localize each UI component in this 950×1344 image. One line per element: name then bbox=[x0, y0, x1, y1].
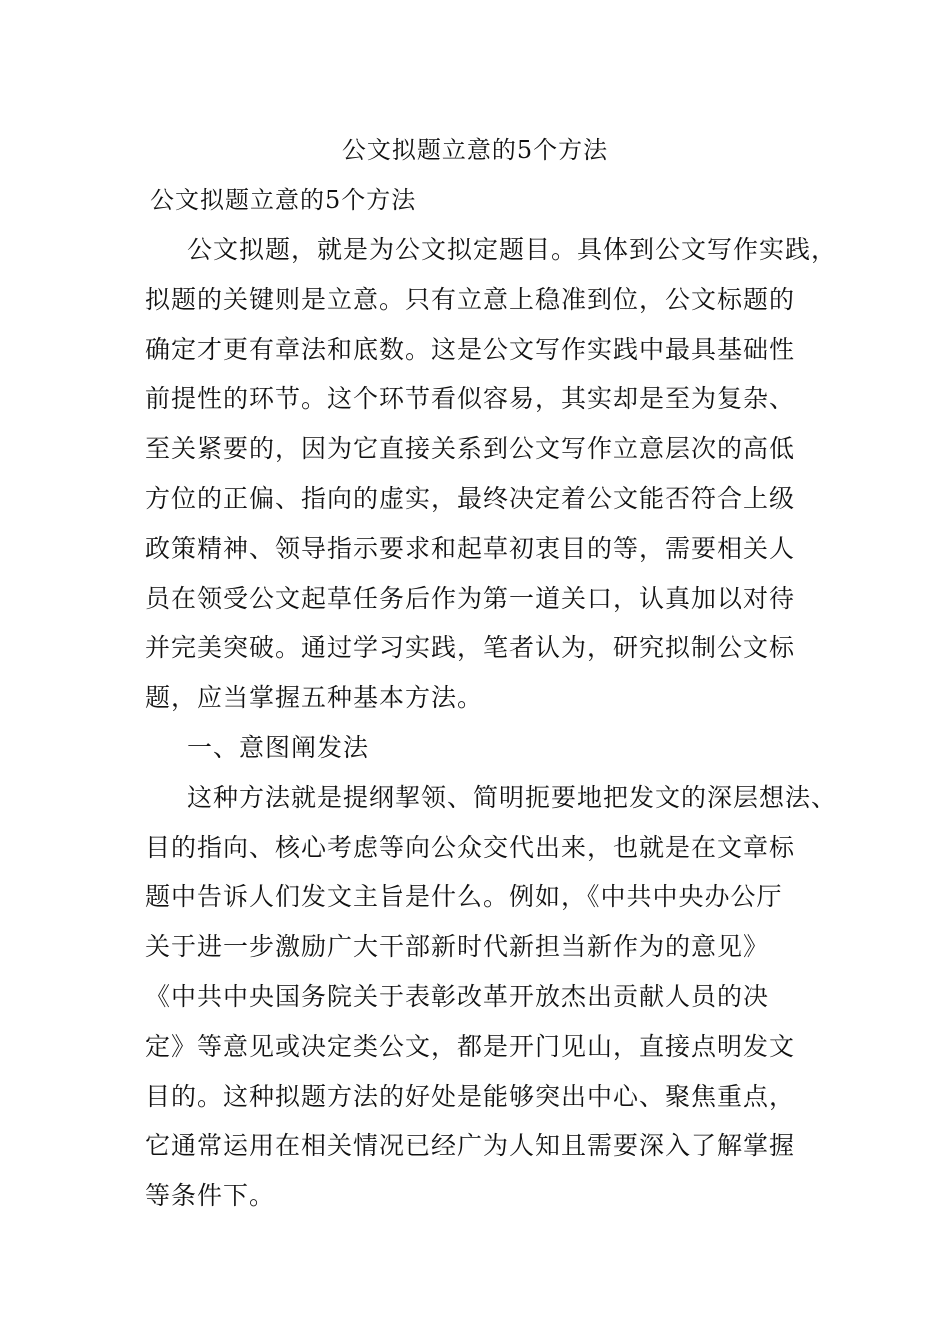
document-body bbox=[145, 230, 838, 1226]
text-line: 公文拟题，就是为公文拟定题目。具体到公文写作实践， bbox=[187, 235, 838, 264]
text-line: 题中告诉人们发文主旨是什么。例如，《中共中央办公厅 bbox=[145, 882, 783, 912]
text-line: 并完美突破。通过学习实践，笔者认为，研究拟制公文标 bbox=[145, 633, 796, 663]
text-line: 方位的正偏、指向的虚实，最终决定着公文能否符合上级 bbox=[145, 483, 796, 513]
document-title: 公文拟题立意的5个方法 bbox=[341, 136, 609, 164]
text-line: 《中共中央国务院关于表彰改革开放杰出贡献人员的决 bbox=[145, 981, 770, 1011]
text-line: 等条件下。 bbox=[145, 1181, 276, 1211]
text-line: 确定才更有章法和底数。这是公文写作实践中最具基础性 bbox=[145, 334, 796, 364]
text-line: 关于进一步激励广大干部新时代新担当新作为的意见》 bbox=[145, 932, 770, 962]
section-heading: 一、意图阐发法 bbox=[187, 732, 370, 762]
text-line: 目的。这种拟题方法的好处是能够突出中心、聚焦重点， bbox=[145, 1081, 796, 1111]
text-line: 政策精神、领导指示要求和起草初衷目的等，需要相关人 bbox=[145, 533, 796, 563]
text-line: 定》等意见或决定类公文，都是开门见山，直接点明发文 bbox=[145, 1031, 796, 1061]
text-line: 拟题的关键则是立意。只有立意上稳准到位，公文标题的 bbox=[145, 284, 796, 314]
text-line: 它通常运用在相关情况已经广为人知且需要深入了解掌握 bbox=[145, 1131, 796, 1161]
document-subtitle: 公文拟题立意的5个方法 bbox=[150, 186, 417, 214]
text-line: 题，应当掌握五种基本方法。 bbox=[145, 683, 484, 713]
text-line: 至关紧要的，因为它直接关系到公文写作立意层次的高低 bbox=[145, 434, 796, 464]
text-line: 目的指向、核心考虑等向公众交代出来，也就是在文章标 bbox=[145, 832, 796, 862]
text-line: 前提性的环节。这个环节看似容易，其实却是至为复杂、 bbox=[145, 384, 796, 414]
text-line: 这种方法就是提纲挈领、简明扼要地把发文的深层想法、 bbox=[187, 782, 838, 812]
text-line: 员在领受公文起草任务后作为第一道关口，认真加以对待 bbox=[145, 583, 796, 613]
